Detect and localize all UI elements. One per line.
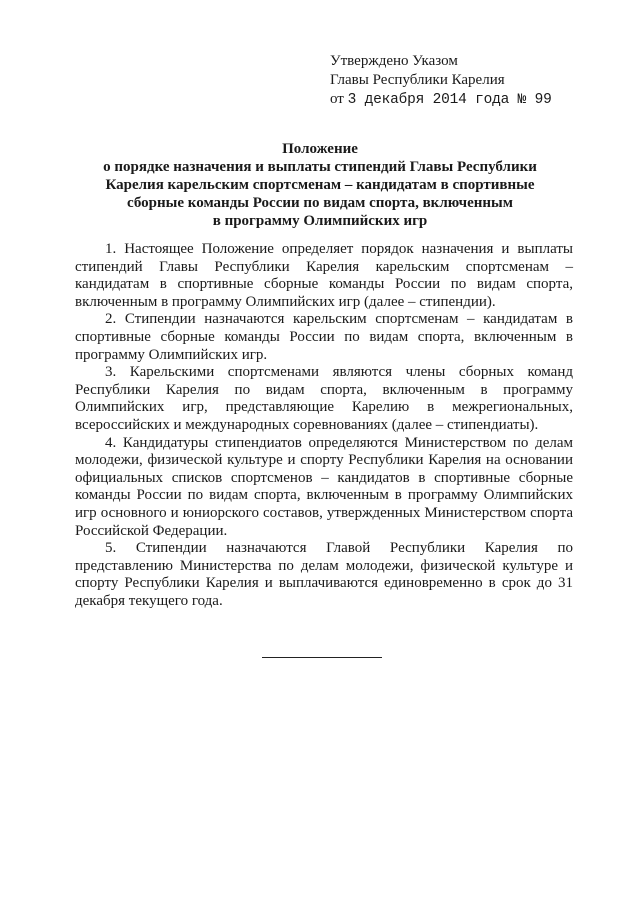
approval-date-stamp: 3 декабря 2014 года № 99 — [347, 92, 552, 108]
paragraph-2: 2. Стипендии назначаются карельским спортсменам – кандидатам в спортивные сборные команды России по видам спорта, включенным в программу Олимпийских игр. — [75, 311, 573, 363]
approval-block — [330, 52, 552, 110]
approval-line-1: Утверждено Указом — [330, 53, 458, 69]
paragraph-3: 3. Карельскими спортсменами являются члены сборных команд Республики Карелия по видам спорта, включенным в программу Олимпийских игр, представляющие Карелию в межрегиональных, всероссийских и международных соревнованиях (далее – стипендиаты). — [75, 364, 573, 433]
paragraph-5: 5. Стипендии назначаются Главой Республики Карелия по представлению Министерства по делам молодежи, физической культуре и спорту Республики Карелия и выплачиваются единовременно в срок до 31 декабря текущего года. — [75, 540, 573, 609]
document-title — [60, 140, 580, 230]
title-line: сборные команды России по видам спорта, включенным — [127, 195, 513, 211]
approval-line-2: Главы Республики Карелия — [330, 72, 505, 88]
approval-date-prefix: от — [330, 91, 348, 107]
title-line: Положение — [282, 141, 358, 157]
title-line: о порядке назначения и выплаты стипендий Главы Республики — [103, 159, 537, 175]
title-line: Карелия карельским спортсменам – кандидатам в спортивные — [105, 177, 535, 193]
approval-line-3 — [330, 90, 552, 110]
document-body — [75, 241, 573, 610]
title-line: в программу Олимпийских игр — [212, 213, 428, 229]
paragraph-1: 1. Настоящее Положение определяет порядок назначения и выплаты стипендий Главы Республики Карелия карельским спортсменам – кандидатам в спортивные сборные команды России по видам спорта, включенным в программу Олимпийских игр (далее – стипендии). — [75, 241, 573, 310]
paragraph-4: 4. Кандидатуры стипендиатов определяются Министерством по делам молодежи, физической культуре и спорту Республики Карелия на основании официальных списков спортсменов – кандидатов в спортивные сборные команды России по видам спорта, включенным в программу Олимпийских игр основного и юниорского составов, утвержденных Министерством спорта Российской Федерации. — [75, 434, 573, 539]
end-divider — [262, 657, 382, 658]
